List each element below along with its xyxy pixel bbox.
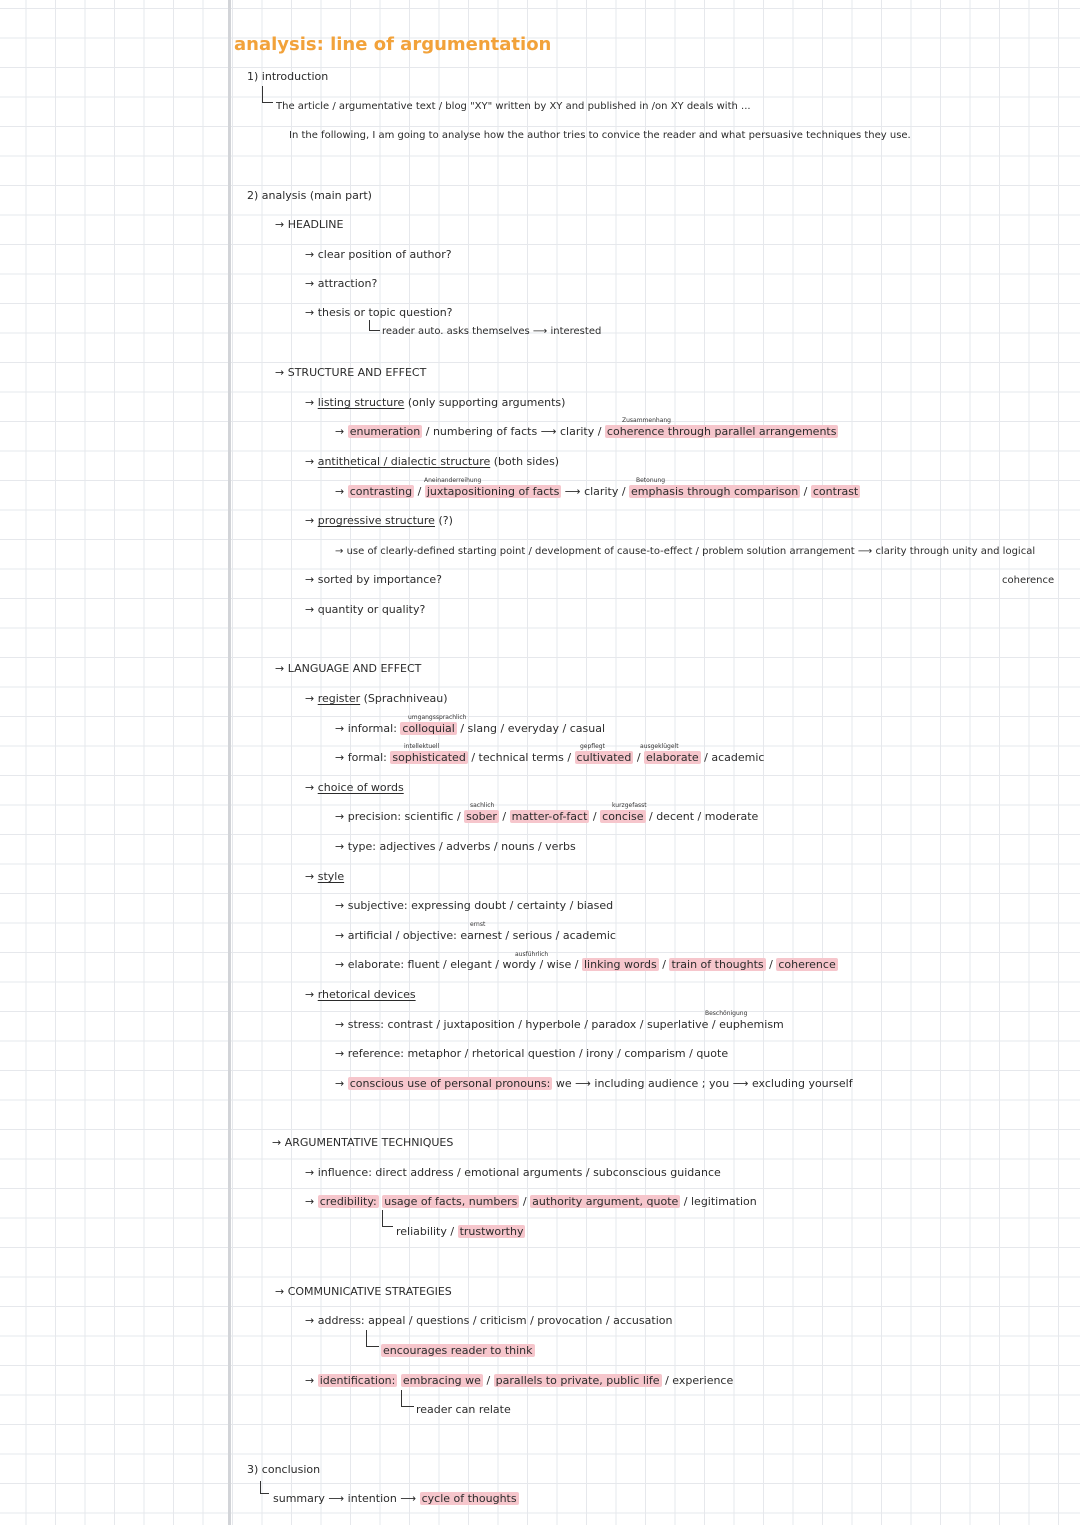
- contrasting-line: → contrasting / juxtapositioning of facts ⟶ clarity / emphasis through comparison / contrast: [335, 485, 859, 498]
- hook-arrow: [401, 1390, 414, 1407]
- subjective-line: → subjective: expressing doubt / certainty / biased: [335, 899, 614, 912]
- communicative-section: → COMMUNICATIVE STRATEGIES: [275, 1285, 452, 1298]
- informal-line: → informal: colloquial / slang / everyday / casual: [335, 722, 606, 735]
- analysis-heading: 2) analysis (main part): [247, 189, 372, 202]
- intro-line1: The article / argumentative text / blog "XY" written by XY and published in /on XY deals with ...: [276, 101, 751, 112]
- headline-section: → HEADLINE: [275, 218, 344, 231]
- elaborate-line: → elaborate: fluent / elegant / wordy / wise / linking words / train of thoughts / coherence: [335, 958, 836, 971]
- gloss-betonung: Betonung: [636, 477, 666, 484]
- choice-of-words: → choice of words: [305, 781, 404, 794]
- conclusion-heading: 3) conclusion: [247, 1463, 321, 1476]
- artificial-line: → artificial / objective: earnest / serious / academic: [335, 929, 616, 942]
- listing-structure: → listing structure (only supporting arguments): [305, 396, 566, 409]
- reliability-line: reliability / trustworthy: [396, 1225, 524, 1238]
- headline-q3-sub: reader auto. asks themselves ⟶ interested: [382, 326, 602, 337]
- hook-arrow: [262, 86, 273, 103]
- page-title: analysis: line of argumentation: [234, 34, 552, 55]
- identification-line: → identification: embracing we / parallels to private, public life / experience: [305, 1374, 734, 1387]
- progressive-effect-cont: coherence: [1002, 575, 1055, 586]
- reference-line: → reference: metaphor / rhetorical question / irony / comparism / quote: [335, 1047, 729, 1060]
- language-section: → LANGUAGE AND EFFECT: [275, 662, 422, 675]
- sorted-importance: → sorted by importance?: [305, 573, 442, 586]
- enumeration-line: → enumeration / numbering of facts ⟶ clarity / coherence through parallel arrangements: [335, 425, 837, 438]
- influence-line: → influence: direct address / emotional arguments / subconscious guidance: [305, 1166, 721, 1179]
- gloss-zusammenhang: Zusammenhang: [622, 417, 671, 424]
- gloss-sachlich: sachlich: [470, 802, 495, 809]
- formal-line: → formal: sophisticated / technical terms / cultivated / elaborate / academic: [335, 751, 765, 764]
- argumentative-section: → ARGUMENTATIVE TECHNIQUES: [272, 1136, 454, 1149]
- hook-arrow: [382, 1210, 393, 1227]
- headline-q3: → thesis or topic question?: [305, 306, 453, 319]
- gloss-beschoenigung: Beschönigung: [705, 1010, 748, 1017]
- gloss-kurzgefasst: kurzgefasst: [612, 802, 647, 809]
- style: → style: [305, 870, 345, 883]
- progressive-line: → use of clearly-defined starting point / development of cause-to-effect / problem solution arrangement ⟶ clarity through unity and logical: [335, 546, 1036, 557]
- hook-arrow: [369, 320, 380, 331]
- register: → register (Sprachniveau): [305, 692, 448, 705]
- precision-line: → precision: scientific / sober / matter-of-fact / concise / decent / moderate: [335, 810, 759, 823]
- antithetical-structure: → antithetical / dialectic structure (both sides): [305, 455, 560, 468]
- gloss-gepflegt: gepflegt: [580, 743, 605, 750]
- page-margin-line: [228, 0, 231, 1525]
- gloss-ausfuehrlich: ausführlich: [515, 951, 549, 958]
- type-line: → type: adjectives / adverbs / nouns / verbs: [335, 840, 576, 853]
- gloss-ernst: ernst: [470, 921, 486, 928]
- gloss-ausgekluegelt: ausgeklügelt: [640, 743, 679, 750]
- pronouns-line: → conscious use of personal pronouns: we ⟶ including audience ; you ⟶ excluding yourself: [335, 1077, 853, 1090]
- encourages-line: encourages reader to think: [383, 1344, 533, 1357]
- credibility-line: → credibility: usage of facts, numbers / authority argument, quote / legitimation: [305, 1195, 757, 1208]
- gloss-umgangssprachlich: umgangssprachlich: [408, 714, 467, 721]
- conclusion-line: summary ⟶ intention ⟶ cycle of thoughts: [273, 1492, 517, 1505]
- relate-line: reader can relate: [416, 1403, 511, 1416]
- quantity-quality: → quantity or quality?: [305, 603, 426, 616]
- stress-line: → stress: contrast / juxtaposition / hyperbole / paradox / superlative / euphemism: [335, 1018, 784, 1031]
- headline-q1: → clear position of author?: [305, 248, 452, 261]
- hook-arrow: [366, 1330, 379, 1347]
- gloss-intellektuell: intellektuell: [404, 743, 440, 750]
- hook-arrow: [260, 1481, 269, 1494]
- headline-q2: → attraction?: [305, 277, 378, 290]
- address-line: → address: appeal / questions / criticism / provocation / accusation: [305, 1314, 673, 1327]
- intro-heading: 1) introduction: [247, 70, 329, 83]
- structure-section: → STRUCTURE AND EFFECT: [275, 366, 427, 379]
- progressive-structure: → progressive structure (?): [305, 514, 453, 527]
- intro-line2: In the following, I am going to analyse how the author tries to convice the reader and what persuasive techniques they use.: [289, 130, 911, 141]
- gloss-aneinanderreihung: Aneinanderreihung: [424, 477, 482, 484]
- rhetorical-devices: → rhetorical devices: [305, 988, 416, 1001]
